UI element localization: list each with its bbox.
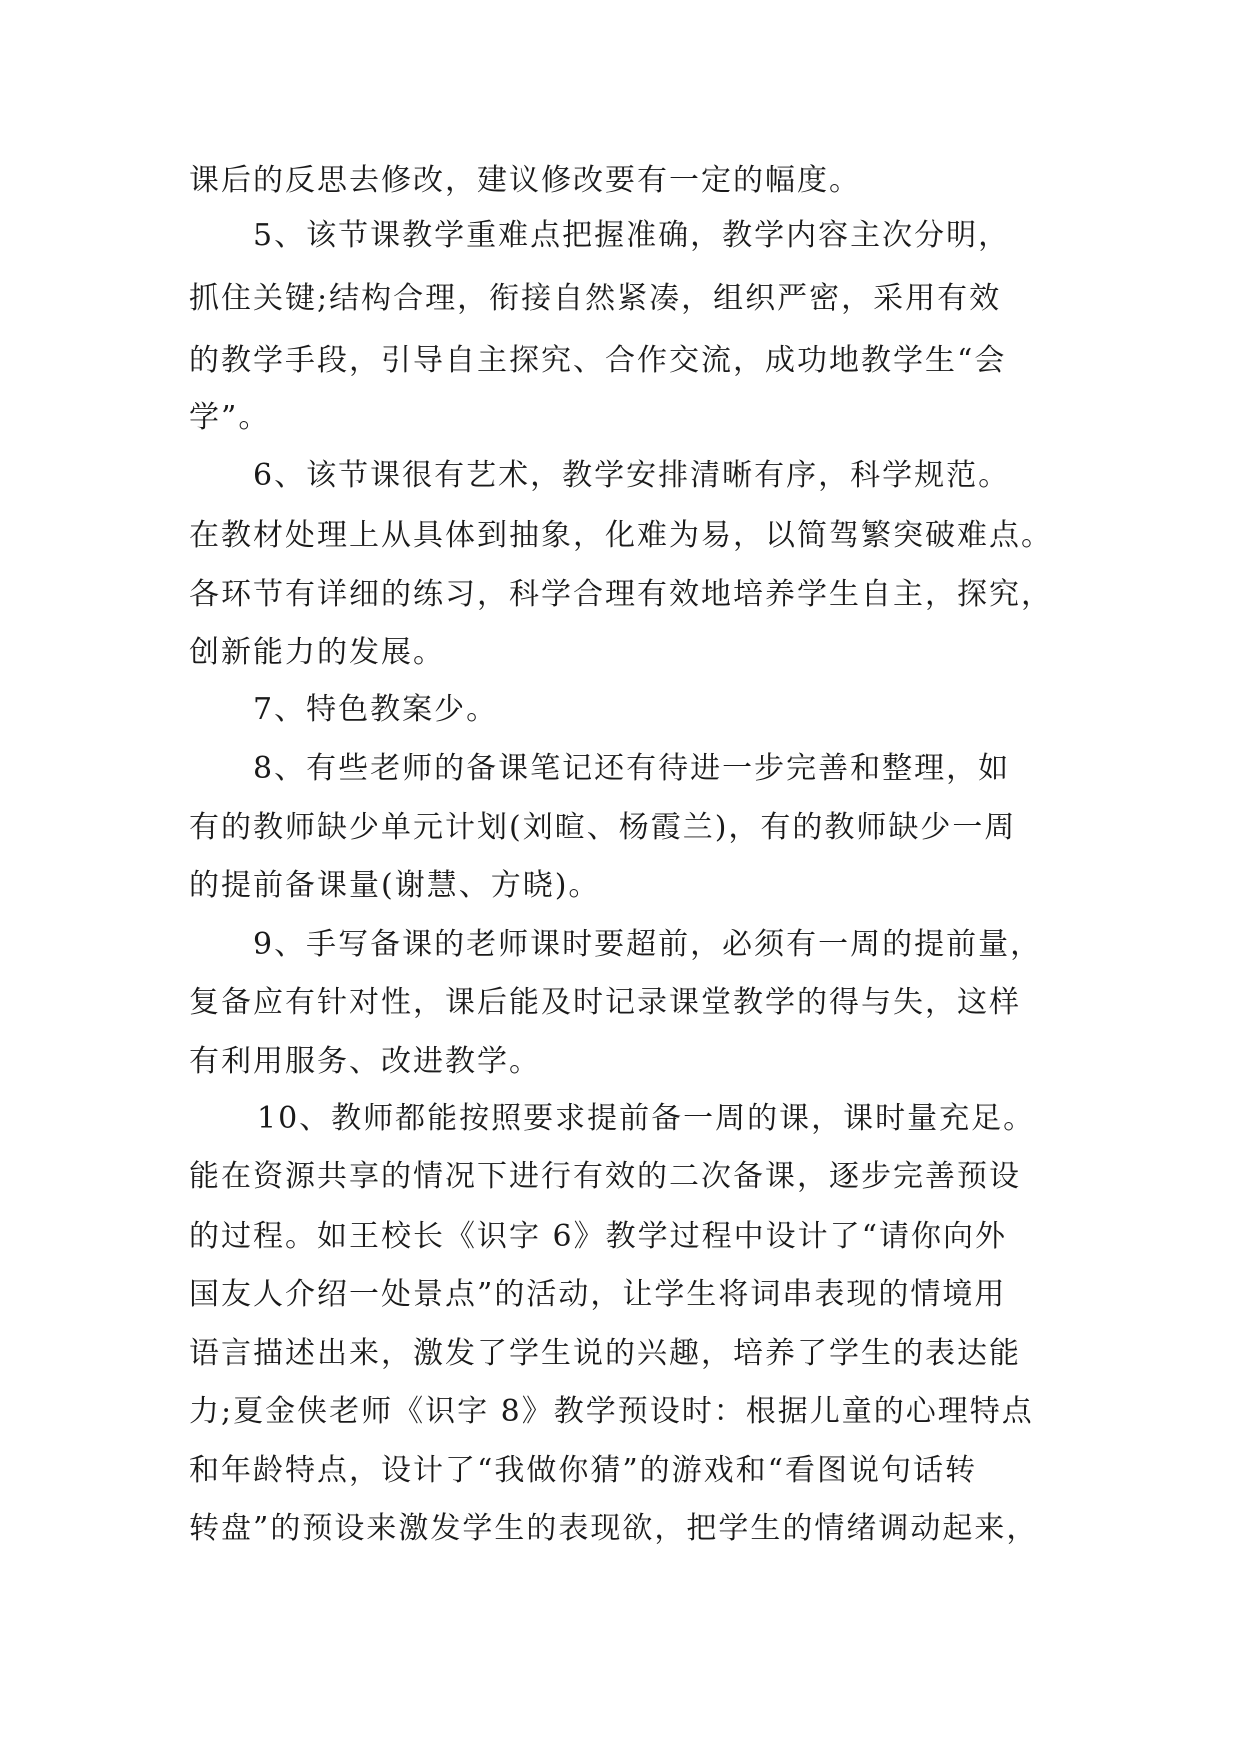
text-line: 能在资源共享的情况下进行有效的二次备课，逐步完善预设 bbox=[189, 1159, 1021, 1194]
text-line: 国友人介绍一处景点”的活动，让学生将词串表现的情境用 bbox=[189, 1277, 1007, 1312]
text-line: 各环节有详细的练习，科学合理有效地培养学生自主，探究， bbox=[189, 577, 1053, 612]
text-line: 力;夏金侠老师《识字 8》教学预设时：根据儿童的心理特点 bbox=[189, 1394, 1034, 1429]
text-line: 的过程。如王校长《识字 6》教学过程中设计了“请你向外 bbox=[189, 1219, 1007, 1254]
text-line: 抓住关键;结构合理，衔接自然紧凑，组织严密，采用有效 bbox=[189, 281, 1002, 316]
text-line: 的教学手段，引导自主探究、合作交流，成功地教学生“会 bbox=[189, 343, 1007, 378]
text-line: 和年龄特点，设计了“我做你猜”的游戏和“看图说句话转 bbox=[189, 1453, 978, 1488]
text-line: 的提前备课量(谢慧、方晓)。 bbox=[189, 868, 601, 903]
text-line: 7、特色教案少。 bbox=[253, 692, 499, 727]
text-line: 复备应有针对性，课后能及时记录课堂教学的得与失，这样 bbox=[189, 985, 1021, 1020]
text-line: 有的教师缺少单元计划(刘暄、杨霞兰)，有的教师缺少一周 bbox=[189, 810, 1017, 845]
text-line: 5、该节课教学重难点把握准确，教学内容主次分明， bbox=[253, 218, 1011, 253]
text-line: 学”。 bbox=[189, 400, 271, 435]
text-line: 6、该节课很有艺术，教学安排清晰有序，科学规范。 bbox=[253, 458, 1011, 493]
text-line: 有利用服务、改进教学。 bbox=[189, 1044, 541, 1079]
text-line: 在教材处理上从具体到抽象，化难为易，以简驾繁突破难点。 bbox=[189, 518, 1053, 553]
text-line: 8、有些老师的备课笔记还有待进一步完善和整理，如 bbox=[253, 751, 1011, 786]
text-line: 10、教师都能按照要求提前备一周的课，课时量充足。 bbox=[257, 1101, 1036, 1136]
text-line: 9、手写备课的老师课时要超前，必须有一周的提前量， bbox=[253, 927, 1043, 962]
text-line: 课后的反思去修改，建议修改要有一定的幅度。 bbox=[189, 163, 861, 198]
text-line: 语言描述出来，激发了学生说的兴趣，培养了学生的表达能 bbox=[189, 1336, 1021, 1371]
text-line: 创新能力的发展。 bbox=[189, 635, 445, 670]
text-line: 转盘”的预设来激发学生的表现欲，把学生的情绪调动起来， bbox=[189, 1511, 1039, 1546]
